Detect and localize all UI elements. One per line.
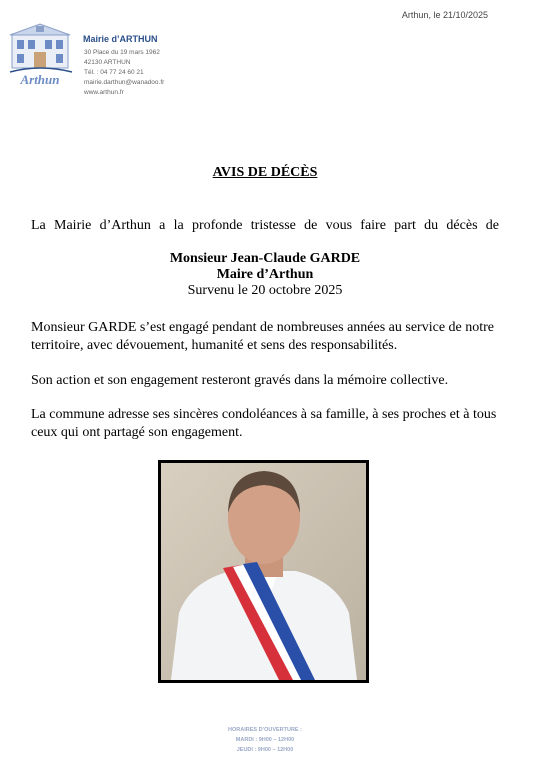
org-name: Mairie d’ARTHUN: [83, 34, 158, 44]
address-line-2: 42130 ARTHUN: [84, 59, 131, 66]
paragraph-service: Monsieur GARDE s’est engagé pendant de nombreuses années au service de notre territoire, avec dévouement, humanité et sens des responsabilités.: [31, 320, 495, 353]
deceased-role: Maire d’Arthun: [216, 267, 314, 282]
paragraph-memory: Son action et son engagement resteront gravés dans la mémoire collective.: [31, 373, 449, 388]
phone-number: Tél. : 04 77 24 60 21: [84, 69, 144, 76]
org-contact-block: [84, 48, 164, 98]
deceased-name: Monsieur Jean-Claude GARDE: [169, 251, 361, 266]
address-line-1: 30 Place du 19 mars 1962: [84, 49, 160, 56]
website: www.arthun.fr: [84, 89, 124, 96]
opening-hours: [0, 725, 530, 755]
notice-title: AVIS DE DÉCÈS: [212, 165, 318, 180]
portrait-photo: [158, 460, 369, 683]
intro-text: La Mairie d’Arthun a la profonde tristesse de vous faire part du décès de: [31, 218, 499, 233]
hours-line-2: JEUDI : 9H00 – 12H00: [236, 747, 294, 753]
hours-line-1: MARDI : 9H00 – 12H00: [235, 737, 295, 743]
date-of-death: Survenu le 20 octobre 2025: [187, 283, 343, 298]
town-hall-logo: [6, 20, 76, 100]
hours-title: HORAIRES D’OUVERTURE :: [228, 727, 302, 733]
paragraph-condolences: La commune adresse ses sincères condoléances à sa famille, à ses proches et à tous ceux qui ont partagé son engagement.: [31, 407, 497, 440]
deceased-block: [0, 251, 530, 299]
email-address: mairie.darthun@wanadoo.fr: [84, 79, 165, 86]
date-line: Arthun, le 21/10/2025: [401, 10, 488, 20]
logo-text: Arthun: [20, 72, 60, 87]
